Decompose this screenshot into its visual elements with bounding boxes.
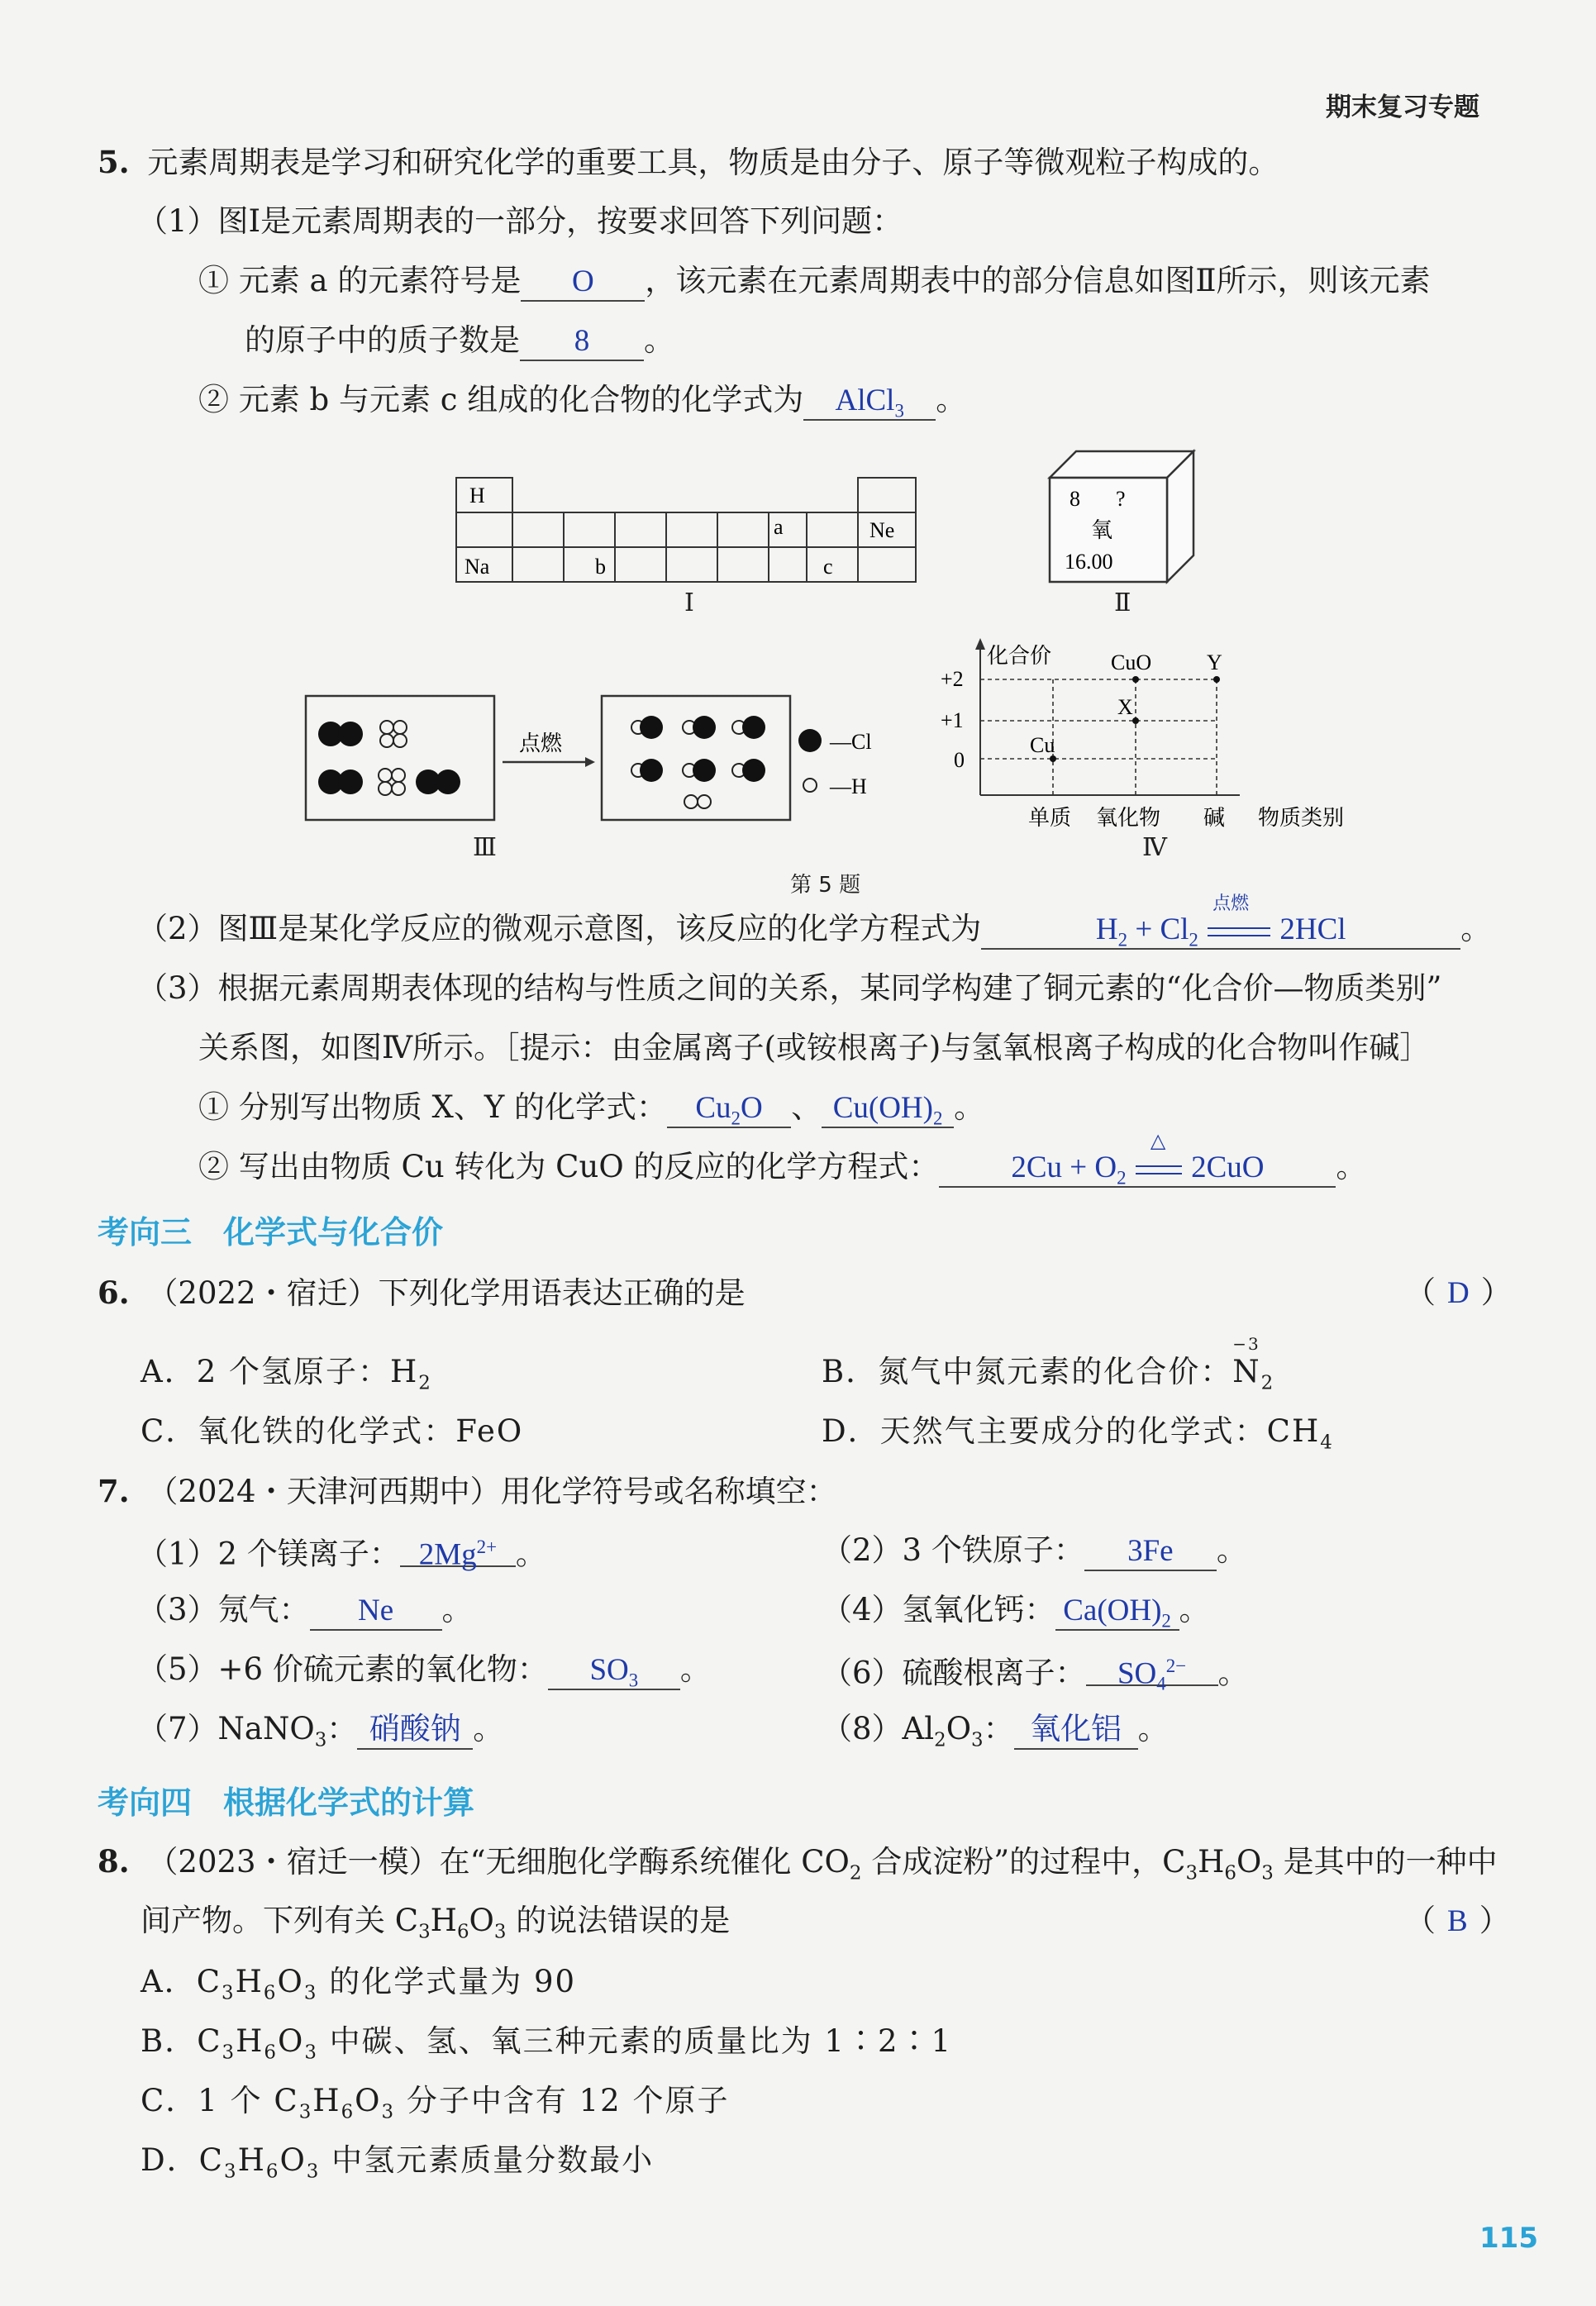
text: 中碳、氢、氧三种元素的质量比为 1∶2∶1 — [317, 2023, 953, 2059]
q7-item-1 — [137, 1531, 546, 1574]
text: 的原子中的质子数是 — [245, 322, 520, 358]
figure-1-label: Ⅰ — [684, 589, 694, 617]
q7-item-2 — [822, 1531, 1247, 1571]
text: （2）图Ⅲ是某化学反应的微观示意图，该反应的化学方程式为 — [137, 911, 982, 946]
answer-blank: Ne — [310, 1594, 442, 1631]
q8-answer-paren — [1405, 1901, 1510, 1942]
figure-caption: 第 5 题 — [790, 873, 861, 898]
text: ） — [1480, 1274, 1512, 1310]
page-number: 115 — [1479, 2222, 1538, 2255]
n2-with-valence: −3 $N_2$ — [1232, 1334, 1275, 1394]
x-tick: 单质 — [1028, 806, 1072, 831]
answer-blank: 3Fe — [1084, 1535, 1217, 1571]
text: 。 — [936, 382, 967, 417]
text: ② 元素 b 与元素 c 组成的化合物的化学式为 — [198, 382, 804, 417]
valence-mark: −3 — [1232, 1334, 1260, 1354]
label-x: X — [1117, 695, 1133, 719]
q7-stem — [98, 1471, 837, 1512]
text: ① 分别写出物质 X、Y 的化学式： — [198, 1089, 668, 1125]
text: 。 — [644, 322, 674, 358]
x-tick: 氧化物 — [1096, 806, 1161, 831]
text: 的化学式量为 90 — [317, 1964, 577, 1999]
question-number: 6. — [98, 1274, 130, 1311]
answer-sub: 3 — [894, 400, 904, 422]
figure-4-valence-chart — [934, 633, 1364, 831]
answer-blank: 氧化铝 — [1014, 1713, 1138, 1750]
q5-stem — [98, 142, 1279, 183]
q8-option-c: C．1 个 $C_3H_6O_3$ 分子中含有 12 个原子 — [141, 2083, 730, 2123]
text: 间产物。下列有关 C — [141, 1903, 419, 1938]
answer-blank-x: $Cu_2O$ — [667, 1092, 791, 1128]
point-y — [1213, 676, 1220, 683]
answer: Ca(OH) — [1063, 1594, 1162, 1627]
text: 。 — [1179, 1592, 1210, 1627]
text: 。 — [1137, 1711, 1169, 1746]
q5-part3-1 — [198, 1088, 984, 1128]
answer: Cu — [695, 1091, 731, 1125]
label-cu: Cu — [1030, 733, 1055, 757]
q5-part1-intro: （1）图Ⅰ是元素周期表的一部分，按要求回答下列问题： — [137, 203, 903, 239]
text: （ — [1405, 1274, 1436, 1310]
q6-option-a: A．2 个氢原子：$H_2$ — [141, 1354, 432, 1394]
answer: SO — [1117, 1656, 1157, 1691]
text: ① 元素 a 的元素符号是 — [198, 263, 522, 298]
q5-part1-2 — [198, 380, 966, 421]
text: ） — [1479, 1903, 1510, 1938]
text: 。 — [1336, 1149, 1367, 1184]
arrow-label: 点燃 — [519, 731, 563, 756]
answer-blank — [981, 893, 1460, 951]
answer-blank: 硝酸钠 — [357, 1713, 473, 1750]
point-x — [1132, 717, 1139, 724]
section-title: 考向三 化学式与化合价 — [98, 1214, 444, 1251]
text: 分子中含有 12 个原子 — [395, 2083, 730, 2118]
answer-blank: $2Cu + O_2$ △ 2CuO — [939, 1151, 1336, 1188]
q6-answer-paren — [1405, 1273, 1512, 1313]
answer-blank-y: $Cu(OH)_2$ — [822, 1092, 954, 1128]
q7-item-6 — [822, 1650, 1249, 1693]
answer-blank: $2Mg^{2+}$ — [400, 1531, 516, 1567]
q6-option-d: D．天然气主要成分的化学式：$CH_4$ — [822, 1413, 1334, 1454]
cell-h: H — [469, 484, 485, 507]
label-y: Y — [1207, 650, 1222, 674]
text: （5）+6 价硫元素的氧化物： — [137, 1651, 548, 1687]
q7-item-7: （7）NaNO$_3$： 硝酸钠 。 — [137, 1711, 504, 1751]
unknown-mark: ? — [1116, 487, 1126, 511]
y-tick: 0 — [954, 748, 965, 772]
q8-option-b: B．$C_3H_6O_3$ 中碳、氢、氧三种元素的质量比为 1∶2∶1 — [141, 2023, 953, 2064]
eq-right: 2HCl — [1279, 912, 1346, 946]
answer-blank: $Ca(OH)_2$ — [1055, 1594, 1179, 1631]
legend-cl: —Cl — [830, 730, 872, 754]
cell-c: c — [823, 555, 833, 579]
q5-part1-1-line1 — [198, 261, 1431, 302]
atomic-mass: 16.00 — [1065, 550, 1113, 574]
cell-a: a — [774, 515, 784, 539]
condition-text: △ — [1150, 1131, 1166, 1152]
eq-left: $H_2 + Cl_2$ — [1095, 912, 1198, 951]
eq-right: 2CuO — [1191, 1151, 1265, 1184]
figure-2-label: Ⅱ — [1114, 589, 1131, 617]
text: D．天然气主要成分的化学式：CH — [822, 1413, 1321, 1449]
text: （ — [1405, 1903, 1436, 1938]
cell-b: b — [595, 555, 606, 579]
answer-blank: $SO_4^{2-}$ — [1086, 1650, 1218, 1686]
header-title: 期末复习专题 — [1326, 93, 1479, 122]
reaction-condition — [1206, 893, 1272, 946]
answer: SO — [589, 1653, 629, 1687]
q5-stem-text: 元素周期表是学习和研究化学的重要工具，物质是由分子、原子等微观粒子构成的。 — [147, 145, 1279, 180]
text: （2）3 个铁原子： — [822, 1532, 1084, 1568]
q7-stem-text: （2024・天津河西期中）用化学符号或名称填空： — [147, 1474, 837, 1509]
legend-h: —H — [830, 774, 867, 798]
q8-stem-line2: 间产物。下列有关 $C_3H_6O_3$ 的说法错误的是 — [141, 1903, 731, 1943]
x-tick: 碱 — [1203, 806, 1226, 831]
text: （8）Al — [822, 1711, 935, 1746]
q6-stem — [98, 1273, 746, 1313]
q5-part1-1-line2 — [245, 321, 674, 361]
text: 。 — [1217, 1655, 1249, 1691]
text: 。 — [1460, 911, 1492, 946]
text: （6）硫酸根离子： — [822, 1655, 1086, 1691]
x-axis-label: 物质类别 — [1258, 806, 1345, 831]
q8-stem-line1: 8. （2023・宿迁一模）在“无细胞化学酶系统催化 $CO_2$ 合成淀粉”的过程中，$C_3H_6O_3$ 是其中的一种中 — [98, 1843, 1498, 1884]
figure-2-element-cube — [1041, 443, 1207, 592]
text: 中氢元素质量分数最小 — [320, 2142, 655, 2178]
section-title: 考向四 根据化学式的计算 — [98, 1784, 475, 1821]
q5-part3-line1: （3）根据元素周期表体现的结构与性质之间的关系，某同学构建了铜元素的“化合价—物质类别” — [137, 970, 1442, 1006]
question-number: 7. — [98, 1473, 130, 1509]
h-symbol: H — [1095, 912, 1118, 946]
y-axis-label: 化合价 — [987, 644, 1052, 669]
y-tick: +1 — [941, 708, 964, 732]
figure-3-label: Ⅲ — [473, 834, 497, 861]
answer: 2Mg — [418, 1537, 477, 1572]
reaction-condition — [1134, 1131, 1184, 1184]
condition-text: 点燃 — [1212, 893, 1250, 914]
text: 。 — [1216, 1532, 1247, 1568]
text: （4）氢氧化钙： — [822, 1592, 1055, 1627]
q8-option-d: D．$C_3H_6O_3$ 中氢元素质量分数最小 — [141, 2142, 655, 2183]
q6-option-b — [822, 1334, 1275, 1403]
text: ，该元素在元素周期表中的部分信息如图Ⅱ所示，则该元素 — [645, 263, 1431, 298]
element-name: 氧 — [1091, 518, 1113, 543]
text: （3）氖气： — [137, 1592, 310, 1627]
point-cuo — [1132, 676, 1139, 683]
text: 。 — [679, 1651, 711, 1687]
eq-left: 2Cu + O — [1011, 1151, 1117, 1184]
question-number: 8. — [98, 1843, 130, 1880]
answer: B — [1447, 1904, 1468, 1938]
figure-3-reaction-diagram — [298, 686, 917, 835]
text: ② 写出由物质 Cu 转化为 CuO 的反应的化学方程式： — [198, 1149, 940, 1184]
q6-stem-text: （2022・宿迁）下列化学用语表达正确的是 — [147, 1275, 746, 1311]
q8-option-a: A．$C_3H_6O_3$ 的化学式量为 90 — [141, 1964, 577, 2004]
q6-option-c: C．氧化铁的化学式：FeO — [141, 1413, 524, 1449]
cell-ne: Ne — [869, 518, 895, 542]
text: 。 — [473, 1711, 504, 1746]
text: C．1 个 C — [141, 2083, 299, 2118]
answer-blank — [803, 384, 936, 421]
q5-part3-line2: 关系图，如图Ⅳ所示。［提示：由金属离子(或铵根离子)与氢氧根离子构成的化合物叫作碱］ — [198, 1030, 1431, 1065]
text: （2023・宿迁一模）在“无细胞化学酶系统催化 CO — [147, 1844, 850, 1880]
answer-blank: 8 — [520, 325, 644, 361]
answer: D — [1447, 1276, 1470, 1310]
text: 是其中的一种中 — [1273, 1844, 1498, 1880]
answer-main: AlCl — [835, 384, 895, 417]
text: 。 — [441, 1592, 473, 1627]
text: 的说法错误的是 — [506, 1903, 731, 1938]
text: 。 — [515, 1536, 546, 1572]
figure-4-label: Ⅳ — [1142, 834, 1167, 861]
q7-item-5 — [137, 1650, 711, 1690]
text: （1）2 个镁离子： — [137, 1536, 400, 1572]
text: 。 — [954, 1089, 985, 1125]
answer: Cu(OH) — [832, 1091, 933, 1125]
atomic-number: 8 — [1070, 487, 1080, 511]
question-number: 5. — [98, 144, 130, 180]
text: 、 — [791, 1089, 822, 1125]
q7-item-8: $(8)Al_2O_3$： 氧化铝 。 — [822, 1711, 1169, 1751]
y-tick: +2 — [941, 667, 964, 691]
q5-part3-2 — [198, 1131, 1367, 1189]
label-cuo: CuO — [1111, 650, 1152, 674]
text: A．2 个氢原子：H — [141, 1354, 419, 1389]
cell-na: Na — [465, 555, 490, 579]
text: 合成淀粉”的过程中，C — [861, 1844, 1186, 1880]
q5-part2 — [137, 893, 1492, 951]
text: （7）NaNO — [137, 1711, 315, 1746]
q7-item-4 — [822, 1590, 1210, 1631]
answer-blank: $SO_3$ — [548, 1654, 680, 1690]
answer-blank: O — [521, 265, 645, 302]
text: B．氮气中氮元素的化合价： — [822, 1354, 1233, 1389]
q7-item-3 — [137, 1590, 473, 1631]
